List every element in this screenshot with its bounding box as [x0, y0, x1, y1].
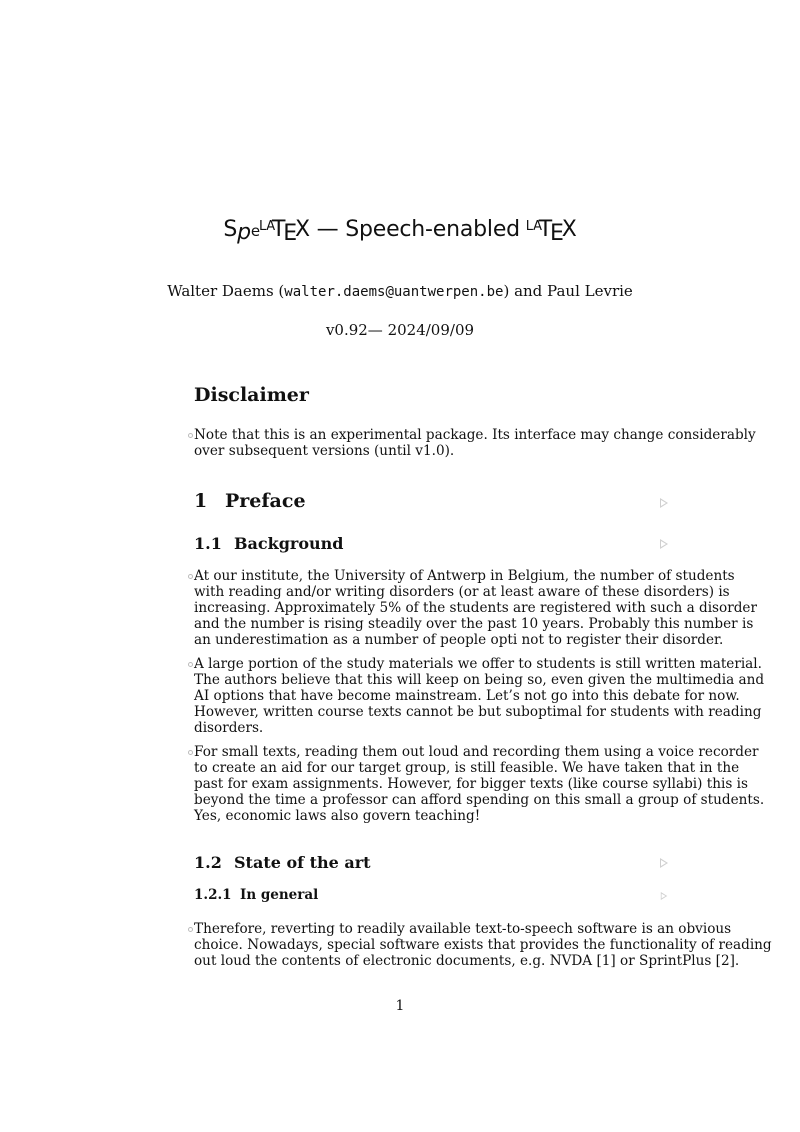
paragraph-in-general: Therefore, reverting to readily available text-to-speech software is an obvious choice. Nowadays, special software exists that provides the functionality of reading out loud the contents of electronic documents, e.g. NVDA [1] or SprintPlus [2]. [194, 921, 772, 969]
paragraph-marker-icon [188, 927, 193, 932]
play-subsubsection-icon[interactable] [661, 892, 667, 900]
paragraph-background-3: For small texts, reading them out loud and recording them using a voice recorder to create an aid for our target group, is still feasible. We have taken that in the past for exam assignments. However, for bigger texts (like course syllabi) this is beyond the time a professor can afford spending on this small a group of students. Yes, economic laws also govern teaching! [194, 744, 765, 824]
section-heading-background: 1.1 Background [194, 534, 344, 553]
authors-line: Walter Daems (walter.daems@uantwerpen.be) and Paul Levrie [167, 282, 633, 300]
version-date: v0.92— 2024/09/09 [325, 321, 475, 339]
play-subsection-icon[interactable] [660, 858, 668, 868]
paragraph-marker-icon [188, 433, 193, 438]
paragraph-marker-icon [188, 662, 193, 667]
spelatex-logo: Spe$^{LA}$TEX [223, 217, 310, 246]
author-email: walter.daems@uantwerpen.be [284, 284, 504, 300]
section-heading-in-general: 1.2.1 In general [194, 887, 319, 903]
paragraph-marker-icon [188, 750, 193, 755]
title-separator: — Speech-enabled [309, 217, 527, 242]
section-heading-state-of-the-art: 1.2 State of the art [194, 853, 371, 872]
page-number: 1 [395, 998, 405, 1014]
paragraph-background-1: At our institute, the University of Antwerp in Belgium, the number of students with reading and/or writing disorders (or at least aware of these disorders) is increasing. Approximately 5% of the students are registered with such a disorder and the number is rising steadily over the past 10 years. Probably this number is an underestimation as a number of people opti not to register their disorder. [194, 568, 757, 648]
paragraph-marker-icon [188, 574, 193, 579]
play-subsection-icon[interactable] [660, 539, 668, 549]
disclaimer-heading: Disclaimer [194, 384, 309, 406]
document-title [0, 217, 800, 246]
latex-logo: $^{LA}$TEX [525, 217, 577, 246]
disclaimer-paragraph: Note that this is an experimental package. Its interface may change considerably over subsequent versions (until v1.0). [194, 427, 756, 459]
play-section-icon[interactable] [660, 498, 668, 508]
paragraph-background-2: A large portion of the study materials we offer to students is still written material. The authors believe that this will keep on being so, even given the multimedia and AI options that have become mainstream. Let’s not go into this debate for now. However, written course texts cannot be but suboptimal for students with reading disorders. [194, 656, 765, 736]
section-heading-preface: 1 Preface [194, 490, 306, 512]
